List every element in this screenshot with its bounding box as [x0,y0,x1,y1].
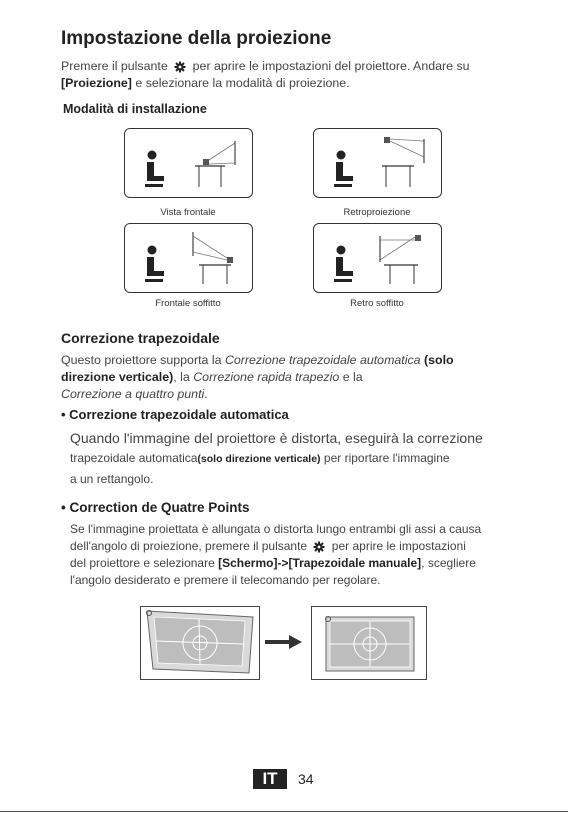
keystone-text: e la [342,370,363,384]
keystone-text: Questo proiettore supporta la [61,353,222,367]
auto-note: (solo direzione verticale) [197,453,321,465]
keystone-text: , la [173,370,190,384]
corrected-image-frame [311,606,427,680]
auto-keystone-term: Correzione trapezoidale automatica [224,353,421,367]
page-title: Impostazione della proiezione [61,28,332,49]
keystone-paragraph [61,352,531,403]
four-point-term: Correzione a quattro punti [61,387,205,401]
page-number: 34 [298,771,314,787]
intro-text: Premere il pulsante [61,59,168,73]
auto-text: per riportare l'immagine [323,451,450,465]
four-text-line: l'angolo desiderato e premere il telecomando per regolare. [70,573,381,587]
auto-text-line: a un rettangolo. [70,472,154,486]
keystone-note: (solo [424,353,454,367]
auto-text-line: Quando l'immagine del proiettore è distorta, eseguirà la correzione [70,430,483,446]
auto-text: trapezoidale automatica [70,451,198,465]
mode-front-ceiling-label: Frontale soffitto [155,298,221,309]
menu-path-manual-keystone: [Schermo]->[Trapezoidale manuale] [218,556,422,570]
front-projection-illustration [125,129,252,197]
distorted-image-illustration [141,607,259,679]
gear-icon [313,541,325,553]
four-text: del proiettore e selezionare [70,556,215,570]
auto-keystone-heading: • Correzione trapezoidale automatica [61,407,289,422]
keystone-note: direzione verticale) [61,370,174,384]
corrected-image-illustration [312,607,426,679]
gear-icon [174,61,186,73]
intro-line-2 [61,75,531,92]
four-text: dell'angolo di proiezione, premere il pulsante [70,539,308,553]
four-point-heading: • Correction de Quatre Points [61,500,250,515]
footer-divider [0,811,568,812]
intro-text: per aprire le impostazioni del proiettore. Andare su [192,59,470,73]
keystone-text: . [204,387,208,401]
quick-keystone-term: Correzione rapida trapezio [193,370,340,384]
four-text: , scegliere [421,556,476,570]
mode-rear-label: Retroproiezione [343,207,411,218]
rear-projection-illustration [314,129,441,197]
menu-path-projection: [Proiezione] [61,76,132,90]
four-point-text [70,521,540,589]
auto-keystone-text [70,428,540,489]
mode-front-diagram [124,128,253,198]
mode-rear-ceiling-label: Retro soffitto [350,298,404,309]
four-text: per aprire le impostazioni [331,539,466,553]
mode-front-ceiling-diagram [124,223,253,293]
four-text-line: Se l'immagine proiettata è allungata o distorta lungo entrambi gli assi a causa [70,522,482,536]
mode-rear-ceiling-diagram [313,223,442,293]
rear-ceiling-illustration [314,224,441,292]
front-ceiling-illustration [125,224,252,292]
intro-text: e selezionare la modalità di proiezione. [135,76,350,90]
keystone-heading: Correzione trapezoidale [61,330,220,346]
arrow-right-icon [263,634,303,650]
distorted-image-frame [140,606,260,680]
mode-rear-diagram [313,128,442,198]
mode-front-label: Vista frontale [160,207,216,218]
intro-line-1 [61,58,531,75]
language-badge: IT [253,769,287,789]
install-heading: Modalità di installazione [63,102,207,116]
